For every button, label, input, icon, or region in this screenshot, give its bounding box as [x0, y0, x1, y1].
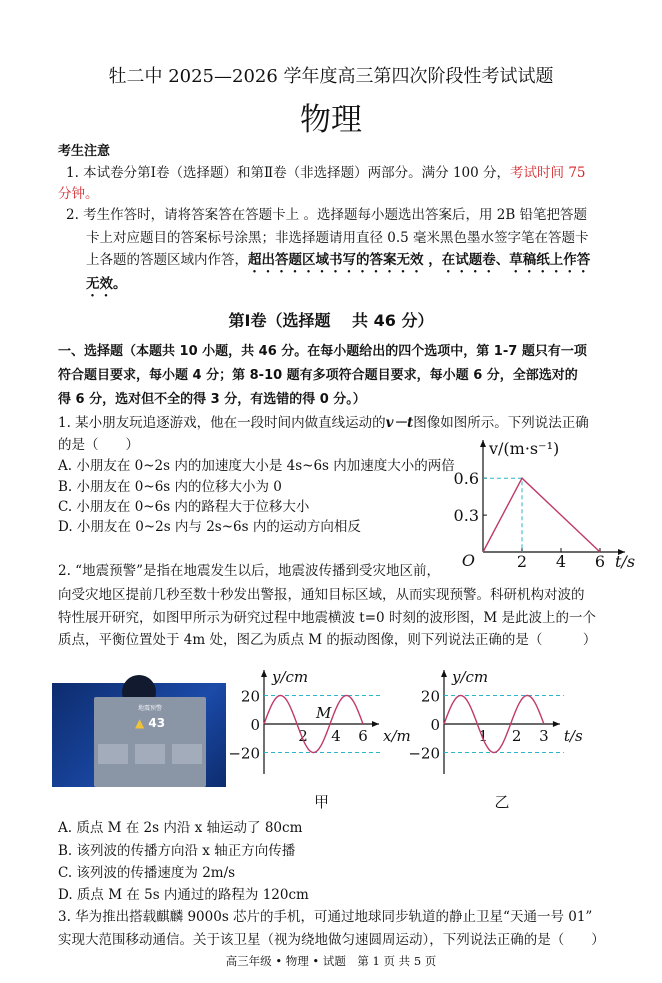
section-instructions: 一、选择题（本题共 10 小题，共 46 分。在每小题给出的四个选项中，第 1-7 题只有一项 [58, 344, 587, 359]
q2-stem: 向受灾地区提前几秒至数十秒发出警报，通知目标区域，从而实现预警。科研机构对波的 [58, 587, 585, 603]
y-tick-label: 20 [240, 687, 260, 706]
figure-caption: 乙 [494, 793, 510, 811]
y-tick-label: 0 [430, 716, 440, 734]
origin-label: O [461, 551, 475, 570]
y-axis-arrow [441, 670, 447, 677]
y-tick-label: 0 [250, 716, 260, 734]
subject-title: 物理 [300, 102, 362, 138]
x-tick-label: 4 [331, 727, 341, 745]
q2-option-b: B. 该列波的传播方向沿 x 轴正方向传播 [58, 843, 296, 859]
x-tick-label: 2 [511, 727, 522, 745]
y-tick-label: 20 [420, 687, 440, 706]
x-tick-label: 6 [594, 552, 606, 571]
exam-time-text-cont: 分钟。 [58, 186, 99, 202]
section-instructions: 符合题目要求，每小题 4 分；第 8-10 题有多项符合题目要求，每小题 6 分，全部选对的 [58, 368, 578, 383]
y-axis-arrow [261, 670, 267, 677]
x-axis-label: x/m [383, 727, 411, 745]
q1-option-d: D. 小朋友在 0~2s 内与 2s~6s 内的运动方向相反 [58, 519, 361, 535]
x-axis-arrow [372, 721, 379, 727]
y-axis-label: y/cm [272, 668, 309, 686]
figure-caption: 甲 [313, 793, 330, 811]
exam-title: 牡二中 2025—2026 学年度高三第四次阶段性考试试题 [108, 66, 554, 87]
notice-text: 上各题的答题区域内作答， [86, 252, 248, 268]
notice-item-1 [66, 164, 586, 182]
wave-graph-jia [228, 662, 415, 812]
vt-graph [453, 434, 645, 571]
x-axis-label: t/s [563, 727, 583, 745]
y-axis-arrow [480, 440, 486, 447]
alert-panel [94, 697, 206, 787]
x-tick-label: 2 [298, 727, 308, 745]
notice-emphasis: 无效。 [86, 276, 127, 292]
x-tick-label: 3 [539, 727, 549, 745]
q2-option-c: C. 该列波的传播速度为 2m/s [58, 865, 236, 881]
q2-option-d: D. 质点 M 在 5s 内通过的路程为 120cm [58, 887, 309, 903]
x-tick-label: 4 [555, 552, 567, 571]
notice-emphasis: 超出答题区域书写的答案无效 ，在试题卷、草稿纸上作答 [248, 252, 591, 268]
q2-option-a: A. 质点 M 在 2s 内沿 x 轴运动了 80cm [58, 820, 303, 836]
x-tick-label: 6 [358, 727, 368, 745]
q2-stem: 质点，平衡位置处于 4m 处，图乙为质点 M 的振动图像，则下列说法正确的是（ ） [58, 632, 597, 648]
part1-heading: 第Ⅰ卷（选择题 共 46 分） [228, 311, 434, 330]
q1-option-a: A. 小朋友在 0~2s 内的加速度大小是 4s~6s 内加速度大小的两倍 [58, 458, 455, 474]
y-tick-label: 0.3 [453, 506, 479, 526]
q1-text: 1. 某小朋友玩追逐游戏，他在一段时间内做直线运动的 [58, 415, 386, 431]
x-axis-label: t/s [615, 552, 636, 571]
x-tick-label: 1 [478, 727, 489, 745]
notice-text: 1. 本试卷分第Ⅰ卷（选择题）和第Ⅱ卷（非选择题）两部分。满分 100 分， [66, 165, 511, 181]
q3-stem: 实现大范围移动通信。关于该卫星（视为绕地做匀速圆周运动），下列说法正确的是（ ） [58, 932, 605, 948]
x-tick-label: 2 [516, 552, 528, 571]
point-m-label: M [316, 704, 332, 722]
notice-item-2-line: 卡上对应题目的答案标号涂黑；非选择题请用直径 0.5 毫米黑色墨水签字笔在答题卡 [86, 230, 589, 246]
earthquake-alert-photo [52, 683, 226, 787]
q2-stem: 2. “地震预警”是指在地震发生以后，地震波传播到受灾地区前， [58, 563, 440, 579]
notice-item-2-line [86, 251, 590, 276]
q1-text: 图像如图所示。下列说法正确 [413, 415, 589, 431]
y-tick-label: −20 [228, 744, 260, 763]
section-instructions: 得 6 分，选对但不全的得 3 分，有选错的得 0 分。） [58, 392, 366, 407]
y-axis-label: y/cm [452, 668, 489, 686]
y-tick-label: 0.6 [453, 469, 479, 489]
alert-title: 地震预警 [137, 705, 162, 712]
notice-heading: 考生注意 [58, 144, 111, 159]
y-tick-label: −20 [408, 744, 440, 763]
y-axis-label: v/(m·s⁻¹) [489, 439, 560, 458]
velocity-line [483, 478, 600, 552]
q1-stem [58, 414, 589, 432]
q3-stem: 3. 华为推出搭载麒麟 9000s 芯片的手机，可通过地球同步轨道的静止卫星“天通一号 01” [58, 909, 593, 925]
vt-symbol: v－t [385, 415, 414, 431]
vibration-graph-yi [408, 662, 595, 812]
notice-item-2: 2. 考生作答时，请将答案答在答题卡上 。选择题每小题选出答案后，用 2B 铅笔把答题 [66, 207, 588, 223]
q1-stem: 的是（ ） [58, 437, 139, 453]
q1-option-b: B. 小朋友在 0~6s 内的位移大小为 0 [58, 479, 282, 495]
page-footer: 高三年级 • 物理 • 试题 第 1 页 共 5 页 [225, 954, 437, 968]
q2-stem: 特性展开研究，如图甲所示为研究过程中地震横波 t=0 时刻的波形图，M 是此波上的一个 [58, 610, 597, 626]
exam-time-text: 考试时间 75 [510, 165, 586, 181]
warning-icon: ▲ [134, 716, 145, 730]
x-axis-arrow [553, 721, 560, 727]
q1-option-c: C. 小朋友在 0~6s 内的路程大于位移大小 [58, 499, 310, 515]
alert-countdown: 43 [148, 716, 166, 730]
